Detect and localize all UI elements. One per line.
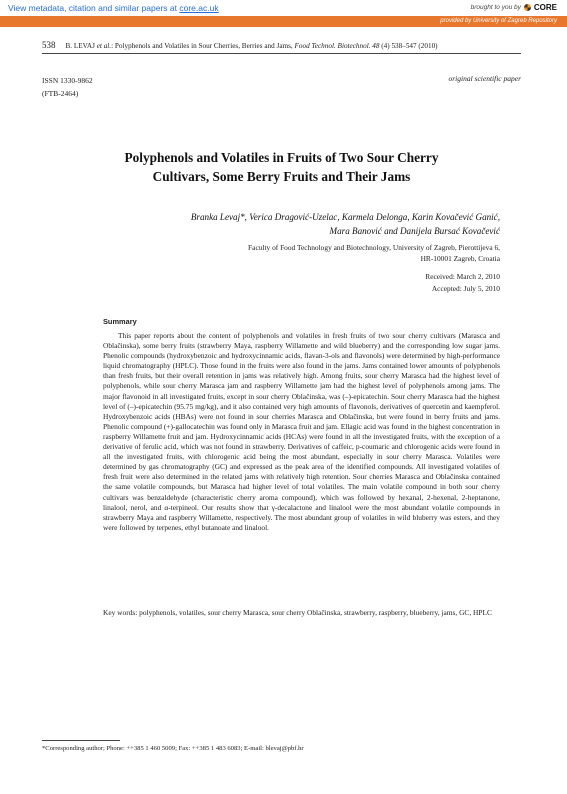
- core-metadata-link-row: [8, 3, 219, 13]
- article-type: original scientific paper: [448, 74, 521, 83]
- keywords: Key words: polyphenols, volatiles, sour cherry Marasca, sour cherry Oblačinska, strawberry, raspberry, blueberry, jams, GC, HPLC: [103, 608, 492, 617]
- brought-by-text: brought to you by: [470, 4, 521, 11]
- affiliation: [150, 242, 500, 264]
- core-brand[interactable]: [471, 3, 557, 12]
- author-line: Mara Banović and Danijela Bursać Kovačević: [329, 226, 500, 236]
- core-logo-icon: [524, 4, 531, 11]
- summary-body: [103, 331, 500, 533]
- affiliation-line: HR-10001 Zagreb, Croatia: [420, 254, 500, 263]
- core-top-bar: [0, 0, 567, 17]
- core-link-prefix: View metadata, citation and similar papers at: [8, 3, 180, 13]
- running-head-etal: et al.: [96, 42, 112, 50]
- core-provider-strip: [0, 16, 567, 27]
- core-link[interactable]: core.ac.uk: [179, 3, 219, 13]
- article-meta: [42, 74, 93, 100]
- running-head: [42, 40, 522, 50]
- received-date: Received: March 2, 2010: [425, 272, 500, 281]
- title-line: Polyphenols and Volatiles in Fruits of Two Sour Cherry: [124, 150, 439, 165]
- affiliation-line: Faculty of Food Technology and Biotechnology, University of Zagreb, Pierottijeva 6,: [248, 243, 500, 252]
- summary-heading: Summary: [103, 317, 137, 326]
- page-number: 538: [42, 40, 56, 50]
- article-dates: [300, 271, 500, 295]
- author-list: [84, 210, 500, 238]
- provided-by-text[interactable]: provided by University of Zagreb Repository: [440, 17, 557, 24]
- running-head-rule: [42, 53, 521, 54]
- article-code: (FTB-2464): [42, 89, 79, 98]
- author-line: Branka Levaj*, Verica Dragović-Uzelac, Karmela Delonga, Karin Kovačević Ganić,: [190, 212, 500, 222]
- running-head-journal: Food Technol. Biotechnol. 48: [294, 42, 380, 50]
- issn: ISSN 1330-9862: [42, 76, 93, 85]
- accepted-date: Accepted: July 5, 2010: [431, 284, 500, 293]
- corresponding-author-footnote: *Corresponding author; Phone: ++385 1 460 5009; Fax: ++385 1 483 6083; E-mail: blevaj@pbf.hr: [42, 745, 304, 752]
- core-banner: [0, 0, 567, 28]
- running-head-authors: B. LEVAJ: [65, 42, 97, 50]
- paper-title: [42, 148, 521, 186]
- running-head-issue: (4) 538–547 (2010): [379, 42, 438, 50]
- core-brand-name: CORE: [533, 3, 557, 12]
- summary-text: This paper reports about the content of polyphenols and volatiles in fresh fruits of two sour cherry cultivars (Marasca and Oblačinska), some berry fruits (strawberry Maya, raspberry Willamette and wild blueberry) and the corresponding low sugar jams. Phenolic compounds (hydroxybenzoic and hydroxycinnamic acids, flavan-3-ols and flavonols) were determined by high-performance liquid chromatography (HPLC). Those found in the fruits were also found in the jams. Jams contained lower amounts of polyphenols than fresh fruits, but their overall retention in jams was relatively high. Among fruits, sour cherry Marasca had the highest level of polyphenols, while sour cherry Marasca jam and raspberry Willamette jam had the highest level of polyphenols among jams. The major flavonoid in all investigated fruits, except in sour cherry Oblačinska, was (–)-epicatechin. Sour cherry Marasca had the highest level of (–)-epicatechin (95.75 mg/kg), and it also contained very high amounts of flavonols, derivatives of quercetin and kaempferol. Hydroxybenzoic acids (HBAs) were not found in sour cherries Marasca and Oblačinska, but were found in berry fruits and jams. Phenolic compound (+)-gallocatechin was found only in Marasca fruit and jam. Ellagic acid was found in the highest concentration in raspberry Willamette fruit and jam. Hydroxycinnamic acids (HCAs) were found in all the investigated fruits, with the exception of a derivative of ferulic acid, which was not found in strawberry. Derivatives of caffeic, p-coumaric and chlorogenic acids were found in all the investigated fruits, with chlorogenic acid being the most abundant, especially in sour cherry Marasca. Volatiles were determined by gas chromatography (GC) and expressed as the peak area of the identified compounds. All investigated volatiles of fresh fruit were also determined in the related jams with relatively high retention. Sour cherries Marasca and Oblačinska contained the same volatile compounds, but Marasca had higher level of total volatiles. The main volatile compound in both sour cherry cultivars was benzaldehyde (characteristic cherry aroma compound), which was followed by hexanal, 2-hexenal, 2-heptanone, linalool, nerol, and α-terpineol. Our results show that γ-decalactone and linalool were the most abundant volatile compounds in strawberry Maya and raspberry Willamette, respectively. The most abundant group of volatiles in wild bluberry was esters, and they were followed by terpenes, ethyl butanoate and linalool.: [103, 331, 500, 532]
- footnote-rule: [42, 740, 120, 741]
- title-line: Cultivars, Some Berry Fruits and Their Jams: [152, 169, 411, 184]
- running-head-title: : Polyphenols and Volatiles in Sour Cherries, Berries and Jams,: [111, 42, 295, 50]
